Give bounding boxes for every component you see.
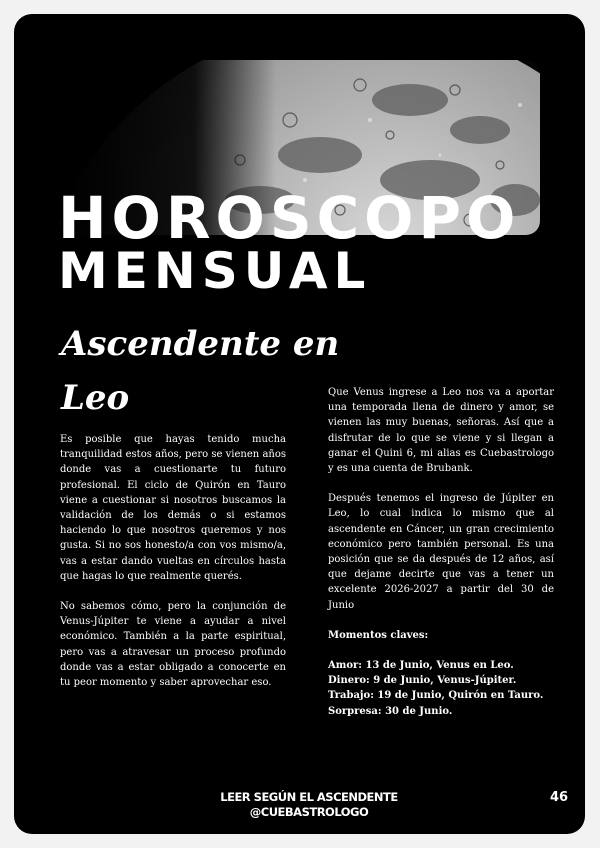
key-moments-list	[328, 658, 554, 719]
paragraph: Que Venus ingrese a Leo nos va a aportar una temporada llena de dinero y amor, se vienen las muy buenas, señoras. Así que a disfrutar de lo que se viene y si llegan a ganar el Quini 6, mi alias es Cuebastrologo y es una cuenta de Brubank.	[328, 387, 554, 475]
list-item: Trabajo: 19 de Junio, Quirón en Tauro.	[328, 690, 544, 702]
title-line-1: HOROSCOPO	[58, 184, 521, 252]
footer-line-1: LEER SEGÚN EL ASCENDENTE	[220, 790, 398, 804]
subtitle-line-1: Ascendente en	[61, 324, 340, 364]
footer-handle: @CUEBASTROLOGO	[249, 805, 369, 819]
list-item: Sorpresa: 30 de Junio.	[328, 705, 453, 717]
left-column	[60, 432, 286, 705]
magazine-page	[14, 14, 585, 834]
paragraph: No sabemos cómo, pero la conjunción de Venus-Júpiter te viene a ayudar a nivel económico. También a la parte espiritual, pero vas a atravesar un proceso profundo donde vas a estar obligado a conocerte en tu peor momento y saber aprovechar eso.	[60, 601, 286, 689]
page-number: 46	[550, 790, 569, 805]
paragraph: Es posible que hayas tenido mucha tranquilidad estos años, pero se vienen años donde vas a cuestionarte tu futuro profesional. El ciclo de Quirón en Tauro viene a cuestionar si nosotros buscamos la validación de los demás o si estamos haciendo lo que nosotros queremos y nos gusta. Si no sos honesto/a con vos mismo/a, vas a estar dando vueltas en círculos hasta que hagas lo que realmente querés.	[60, 434, 286, 582]
right-column	[328, 385, 554, 719]
list-item: Dinero: 9 de Junio, Venus-Júpiter.	[328, 675, 517, 687]
footer	[209, 790, 409, 820]
subtitle-line-2: Leo	[61, 378, 130, 418]
paragraph: Después tenemos el ingreso de Júpiter en Leo, lo cual indica lo mismo que al ascendente en Cáncer, un gran crecimiento económico pero también personal. Es una posición que se da después de 12 años, así que dejame decirte que vas a tener un excelente 2026-2027 a partir del 30 de Junio	[328, 493, 554, 611]
title-line-2: MENSUAL	[58, 242, 372, 300]
list-item: Amor: 13 de Junio, Venus en Leo.	[328, 660, 514, 672]
key-moments-title: Momentos claves:	[328, 629, 429, 641]
